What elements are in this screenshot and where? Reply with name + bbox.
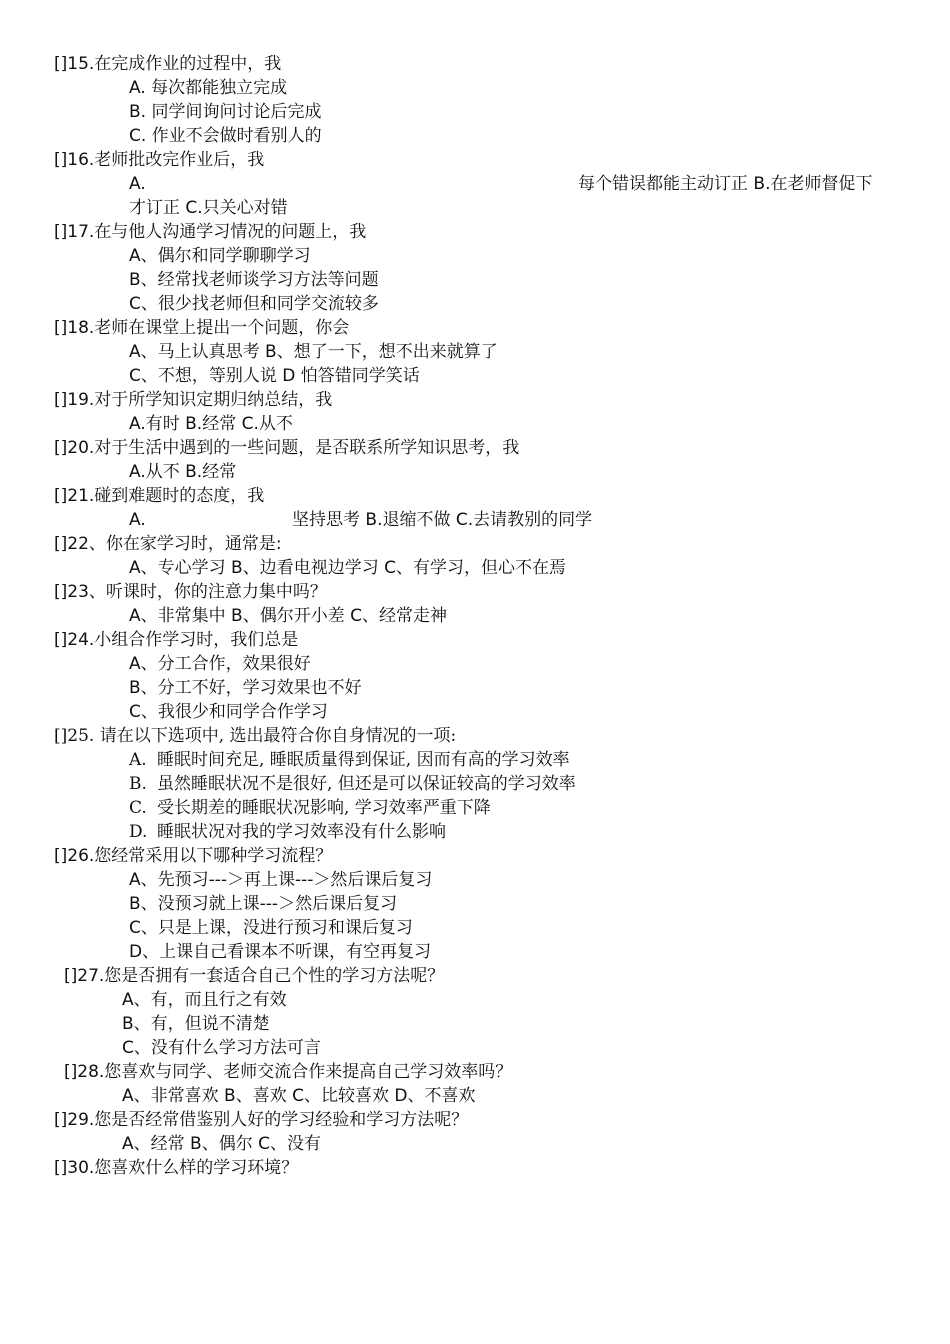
question-21: []21.碰到难题时的态度，我 [54,486,265,506]
question-19: []19.对于所学知识定期归纳总结，我 [54,390,333,410]
question-26: []26.您经常采用以下哪种学习流程？ [54,846,333,866]
q25-option-c-text: 受长期差的睡眠状况影响, 学习效率严重下降 [157,798,491,818]
q25-option-b [129,772,576,796]
q16-options-text: 每个错误都能主动订正 B.在老师督促下 [578,174,873,194]
q25-option-c-label: C. [129,798,147,818]
q15-option-b: B. 同学间询问讨论后完成 [129,102,322,122]
q25-option-a-text: 睡眠时间充足, 睡眠质量得到保证, 因而有高的学习效率 [157,750,570,770]
question-22: []22、你在家学习时，通常是: [54,534,282,554]
q25-option-c [129,796,491,820]
q19-options: A.有时 B.经常 C.从不 [129,414,293,434]
question-23: []23、听课时，你的注意力集中吗？ [54,582,327,602]
question-16: []16.老师批改完作业后，我 [54,150,265,170]
q28-options: A、非常喜欢 B、喜欢 C、比较喜欢 D、不喜欢 [122,1086,476,1106]
question-17: []17.在与他人沟通学习情况的问题上，我 [54,222,367,242]
q15-option-c: C. 作业不会做时看别人的 [129,126,322,146]
question-15: []15.在完成作业的过程中，我 [54,54,282,74]
question-24: []24.小组合作学习时，我们总是 [54,630,299,650]
q16-options-wrap: 才订正 C.只关心对错 [129,198,288,218]
q26-option-b: B、没预习就上课---＞然后课后复习 [129,894,398,914]
q16-option-a-label: A. [129,174,146,194]
q24-option-c: C、我很少和同学合作学习 [129,702,328,722]
q25-option-a-label: A. [129,750,147,770]
question-18: []18.老师在课堂上提出一个问题，你会 [54,318,350,338]
q25-option-a [129,748,570,772]
q18-options-cd: C、不想，等别人说 D 怕答错同学笑话 [129,366,420,386]
question-29: []29.您是否经常借鉴别人好的学习经验和学习方法呢？ [54,1110,469,1130]
q23-options: A、非常集中 B、偶尔开小差 C、经常走神 [129,606,447,626]
q21-option-a-label: A. [129,510,146,530]
question-25: []25. 请在以下选项中, 选出最符合你自身情况的一项: [54,726,457,746]
q27-option-a: A、有，而且行之有效 [122,990,287,1010]
q21-options-text: 坚持思考 B.退缩不做 C.去请教别的同学 [292,510,593,530]
q18-options-ab: A、马上认真思考 B、想了一下，想不出来就算了 [129,342,498,362]
q26-option-c: C、只是上课，没进行预习和课后复习 [129,918,413,938]
q17-option-a: A、偶尔和同学聊聊学习 [129,246,311,266]
q20-options: A.从不 B.经常 [129,462,237,482]
question-27: []27.您是否拥有一套适合自己个性的学习方法呢？ [64,966,445,986]
q26-option-a: A、先预习---＞再上课---＞然后课后复习 [129,870,433,890]
q27-option-b: B、有，但说不清楚 [122,1014,270,1034]
q24-option-a: A、分工合作，效果很好 [129,654,311,674]
q17-option-b: B、经常找老师谈学习方法等问题 [129,270,379,290]
q29-options: A、经常 B、偶尔 C、没有 [122,1134,321,1154]
q25-option-d-label: D. [129,822,148,842]
q17-option-c: C、很少找老师但和同学交流较多 [129,294,379,314]
q25-option-b-label: B. [129,774,147,794]
q15-option-a: A. 每次都能独立完成 [129,78,288,98]
q25-option-d-text: 睡眠状况对我的学习效率没有什么影响 [157,822,446,842]
q26-option-d: D、上课自己看课本不听课，有空再复习 [129,942,432,962]
q25-option-d [129,820,446,844]
q22-options: A、专心学习 B、边看电视边学习 C、有学习，但心不在焉 [129,558,566,578]
q27-option-c: C、没有什么学习方法可言 [122,1038,321,1058]
q25-option-b-text: 虽然睡眠状况不是很好, 但还是可以保证较高的学习效率 [157,774,576,794]
q24-option-b: B、分工不好，学习效果也不好 [129,678,362,698]
question-28: []28.您喜欢与同学、老师交流合作来提高自己学习效率吗？ [64,1062,513,1082]
question-20: []20.对于生活中遇到的一些问题，是否联系所学知识思考，我 [54,438,520,458]
question-30: []30.您喜欢什么样的学习环境？ [54,1158,299,1178]
